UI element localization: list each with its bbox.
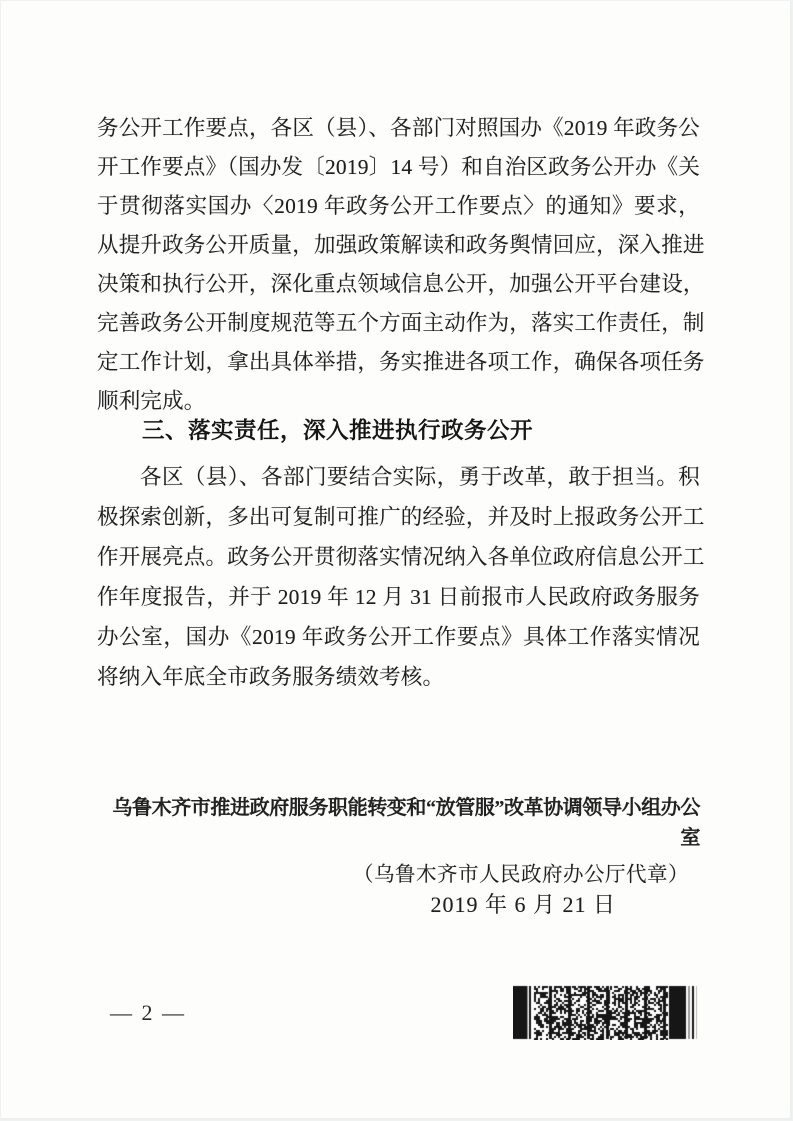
text-line: 务公开工作要点，各区（县）、各部门对照国办《2019 年政务公 [97,116,700,140]
text-line: 完善政务公开制度规范等五个方面主动作为，落实工作责任，制 [97,311,705,335]
text-line: 于贯彻落实国办〈2019 年政务公开工作要点〉的通知》要求， [97,194,700,218]
text-line: 办公室，国办《2019 年政务公开工作要点》具体工作落实情况 [97,625,700,649]
text-line: 作开展亮点。政务公开贯彻落实情况纳入各单位政府信息公开工 [97,545,705,569]
text-line: 极探索创新，多出可复制可推广的经验，并及时上报政务公开工 [97,505,705,529]
text-line: 将纳入年底全市政务服务绩效考核。 [97,665,445,689]
paragraph-2 [97,457,705,697]
text-line: 从提升政务公开质量，加强政策解读和政务舆情回应，深入推进 [97,233,705,257]
signature-issuer: 乌鲁木齐市推进政府服务职能转变和“放管服”改革协调领导小组办公室 [112,797,700,849]
signature-block [97,793,700,920]
text-line: 顺利完成。 [97,389,206,413]
text-line: 作年度报告，并于 2019 年 12 月 31 日前报市人民政府政务服务 [97,585,700,609]
section-heading: 三、落实责任，深入推进执行政务公开 [142,418,534,443]
text-line: 各区（县）、各部门要结合实际，勇于改革，敢于担当。积 [140,465,700,489]
page-number: — 2 — [110,1000,186,1025]
text-line: 开工作要点》（国办发〔2019〕14 号）和自治区政务公开办《关 [97,155,701,179]
signature-seal-note: （乌鲁木齐市人民政府办公厅代章） [353,864,689,886]
text-line: 决策和执行公开，深化重点领域信息公开，加强公开平台建设， [97,272,705,296]
paragraph-continuation [97,109,705,421]
signature-date: 2019 年 6 月 21 日 [430,892,616,917]
barcode-image [513,985,698,1040]
text-line: 定工作计划，拿出具体举措，务实推进各项工作，确保各项任务 [97,350,705,374]
